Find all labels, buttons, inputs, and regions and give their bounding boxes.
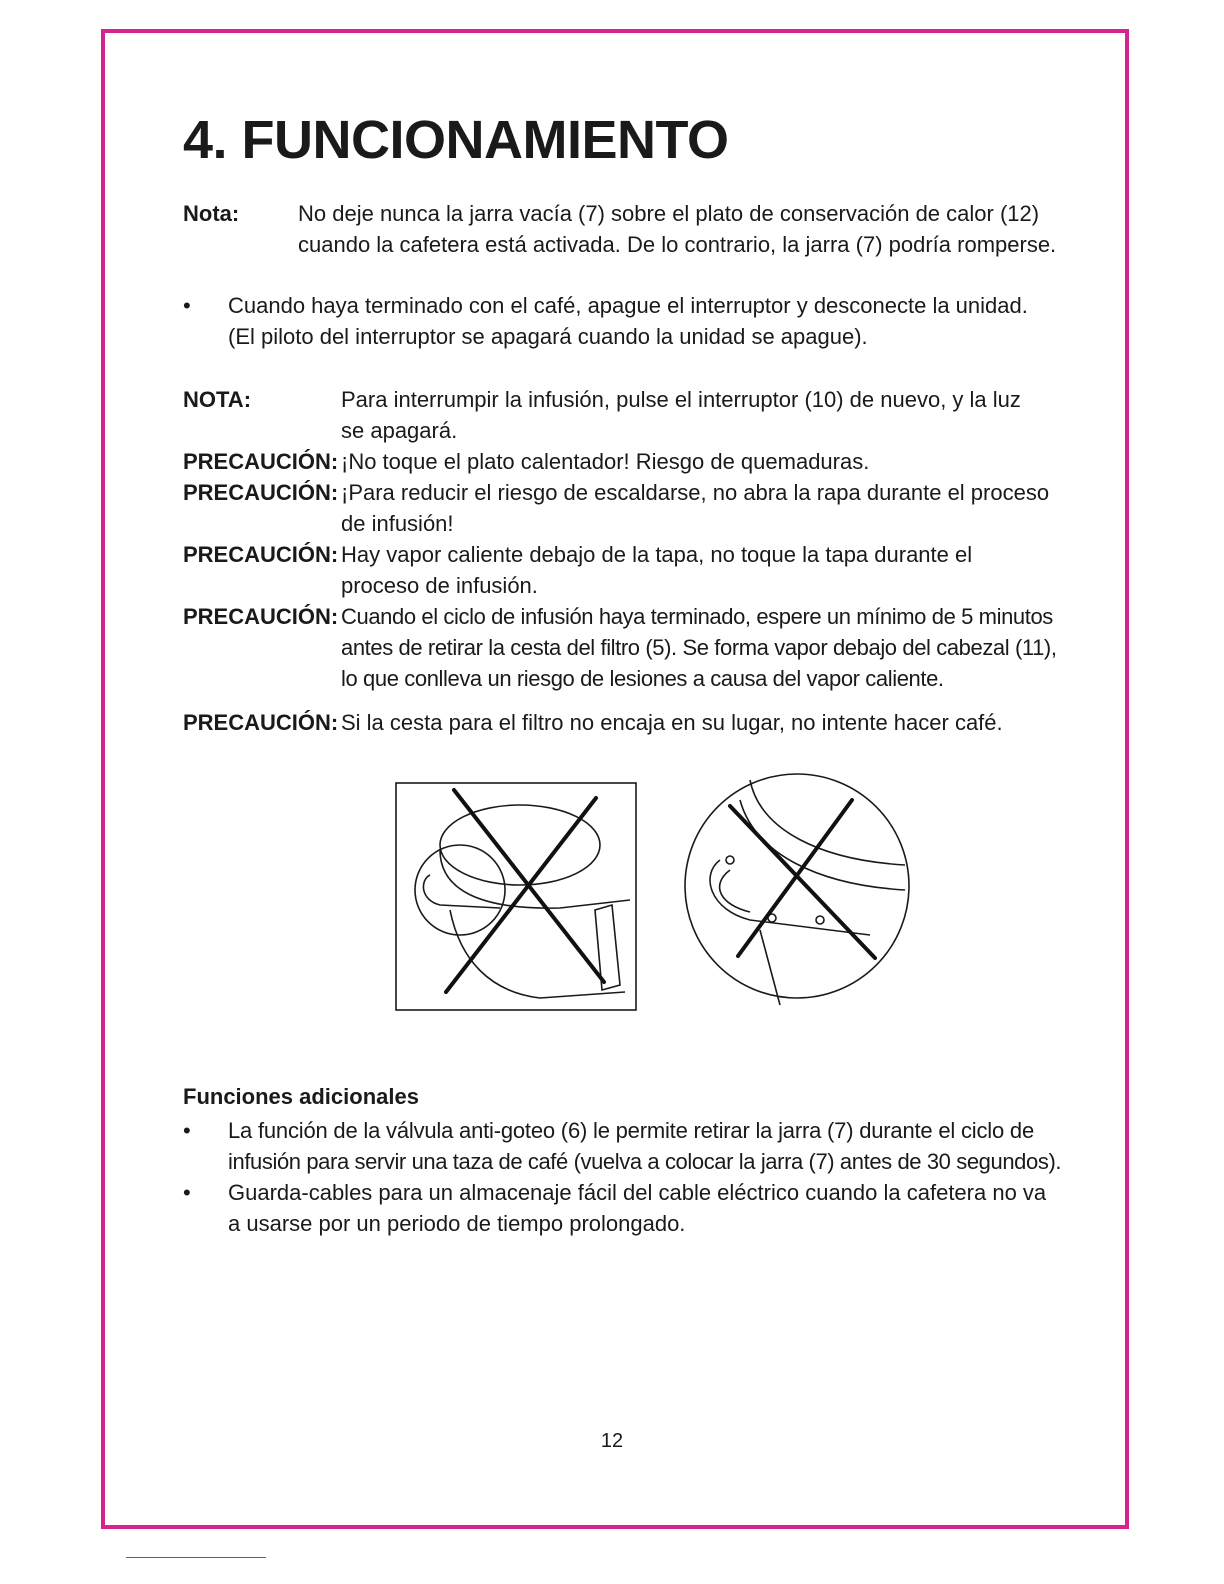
spout: [423, 875, 500, 908]
page-number: 12: [600, 1430, 624, 1452]
nota-interrumpir-line2: se apagará.: [341, 418, 458, 443]
left-x-stroke-b: [446, 798, 596, 992]
precaucion-3-line2: proceso de infusión.: [341, 573, 538, 598]
precaucion-2-line1: ¡Para reducir el riesgo de escaldarse, no abra la rapa durante el proceso: [341, 480, 1050, 505]
footer-rule: [126, 1557, 266, 1558]
precaucion-label-4: PRECAUCIÓN:: [183, 604, 339, 629]
precaucion-1-line1: ¡No toque el plato calentador! Riesgo de quemaduras.: [341, 449, 870, 474]
funciones-item-2-line1: Guarda-cables para un almacenaje fácil del cable eléctrico cuando la cafetera no va: [228, 1180, 1047, 1205]
funciones-bullet-dot-2: •: [183, 1180, 191, 1205]
right-figure-circle: [685, 774, 909, 998]
nota-label: Nota:: [183, 201, 240, 226]
precaucion-2-line2: de infusión!: [341, 511, 454, 536]
right-x-stroke-b: [738, 800, 852, 956]
zoom-valve-inner: [720, 870, 750, 912]
precaucion-label-1: PRECAUCIÓN:: [183, 449, 339, 474]
nota-interrumpir-label: NOTA:: [183, 387, 252, 412]
funciones-item-1-line2: infusión para servir una taza de café (vuelva a colocar la jarra (7) antes de 30 segundos).: [228, 1149, 1062, 1174]
precaucion-4-line3: lo que conlleva un riesgo de lesiones a causa del vapor caliente.: [341, 666, 944, 691]
precaucion-label-5: PRECAUCIÓN:: [183, 710, 339, 735]
bullet-dot: •: [183, 293, 191, 318]
page-title: 4. FUNCIONAMIENTO: [183, 110, 729, 170]
nota-text-line2: cuando la cafetera está activada. De lo contrario, la jarra (7) podría romperse.: [298, 232, 1057, 257]
zoom-line: [760, 930, 780, 1005]
zoom-hole-3: [816, 916, 824, 924]
zoom-hole-1: [726, 856, 734, 864]
illustrations: [390, 760, 920, 1020]
funciones-heading: Funciones adicionales: [183, 1084, 419, 1109]
precaucion-5-line1: Si la cesta para el filtro no encaja en su lugar, no intente hacer café.: [341, 710, 1003, 735]
precaucion-label-3: PRECAUCIÓN:: [183, 542, 339, 567]
crossed-out-illustrations: [390, 760, 920, 1020]
precaucion-3-line1: Hay vapor caliente debajo de la tapa, no toque la tapa durante el: [341, 542, 973, 567]
precaucion-4-line1: Cuando el ciclo de infusión haya terminado, espere un mínimo de 5 minutos: [341, 604, 1053, 629]
funciones-item-2-line2: a usarse por un periodo de tiempo prolongado.: [228, 1211, 686, 1236]
funciones-item-1-line1: La función de la válvula anti-goteo (6) le permite retirar la jarra (7) durante el ciclo de: [228, 1118, 1034, 1143]
precaucion-4-line2: antes de retirar la cesta del filtro (5). Se forma vapor debajo del cabezal (11),: [341, 635, 1057, 660]
nota-text-line1: No deje nunca la jarra vacía (7) sobre el plato de conservación de calor (12): [298, 201, 1040, 226]
nota-interrumpir-line1: Para interrumpir la infusión, pulse el interruptor (10) de nuevo, y la luz: [341, 387, 1021, 412]
x-marks: [446, 790, 875, 992]
bullet-text-line2: (El piloto del interruptor se apagará cuando la unidad se apague).: [228, 324, 868, 349]
funciones-bullet-dot-1: •: [183, 1118, 191, 1143]
bullet-text-line1: Cuando haya terminado con el café, apague el interruptor y desconecte la unidad.: [228, 293, 1028, 318]
precaucion-label-2: PRECAUCIÓN:: [183, 480, 339, 505]
detail-circle: [415, 845, 505, 935]
